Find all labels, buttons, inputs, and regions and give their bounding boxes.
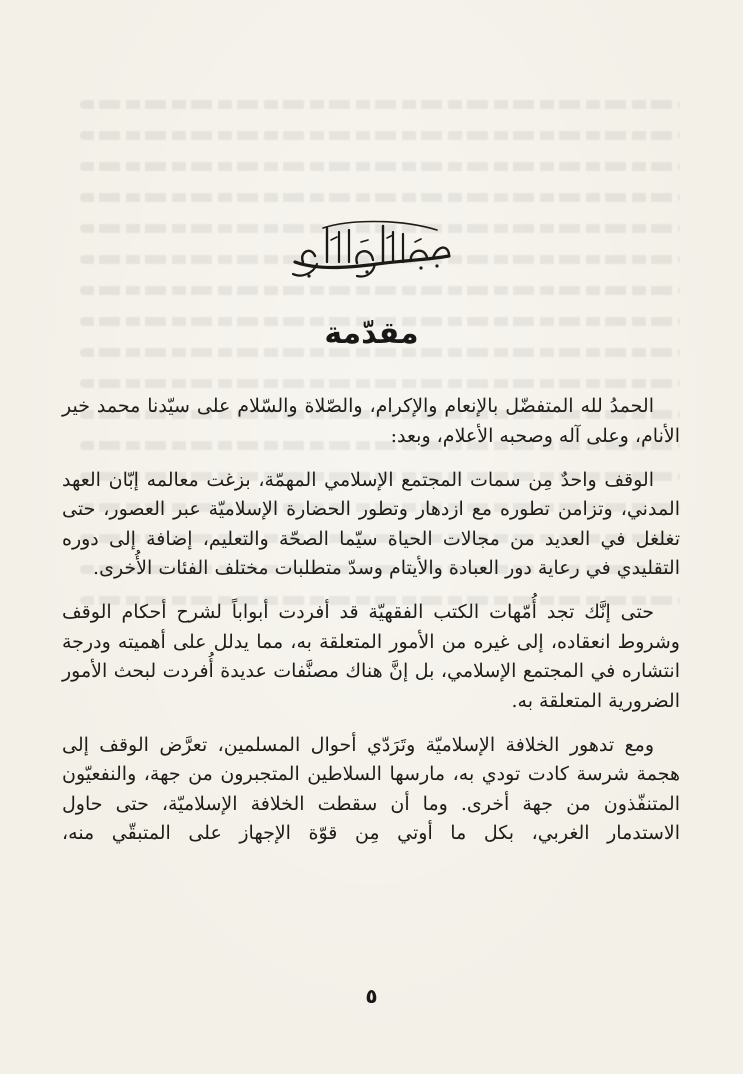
paragraph-fiqh-books: حتى إنَّك تجد أُمّهات الكتب الفقهيّة قد أفردت أبواباً لشرح أحكام الوقف وشروط انعقاده، إلى غيره من الأمور المتعلقة به، مما يدلل على أهميته ودرجة انتشاره في المجتمع الإسلامي، بل إنَّ هناك مصنَّفات عديدة أُفردت لبحث الأمور الضرورية المتعلقة به. — [62, 601, 680, 712]
page-number: ٥ — [365, 984, 378, 1008]
paragraph-opening: الحمدُ لله المتفضّل بالإنعام والإكرام، والصّلاة والسّلام على سيّدنا محمد خير الأنام، وعلى آله وصحبه الأعلام، وبعد: — [62, 395, 680, 447]
paragraph-decline: ومع تدهور الخلافة الإسلاميّة وتَرَدّي أحوال المسلمين، تعرَّض الوقف إلى هجمة شرسة كادت تودي به، مارسها السلاطين المتجبرون من جهة، والنفعيّون المتنفّذون من جهة أخرى. وما أن سقطت الخلافة الإسلاميّة، حتى حاول الاستدمار الغربي، بكل ما أوتي مِن قوّة الإجهاز على المتبقّي منه، — [62, 733, 680, 844]
basmala-calligraphy — [0, 214, 743, 284]
chapter-heading: مقدّمة — [324, 316, 419, 351]
body-text — [62, 392, 680, 863]
basmala-calligraphy-drawing — [287, 216, 457, 282]
paragraph-waqf-intro: الوقف واحدٌ مِن سمات المجتمع الإسلامي المهمّة، بزغت معالمه إبّان العهد المدني، وتزامن تطوره مع ازدهار وتطور الحضارة الإسلاميّة عبر العصور، حتى تغلغل في العديد من مجالات الحياة سيّما الصحّة والتعليم، إضافة إلى دوره التقليدي في رعاية دور العبادة والأيتام وسدّ متطلبات مختلف الفئات الأُخرى. — [62, 468, 680, 579]
